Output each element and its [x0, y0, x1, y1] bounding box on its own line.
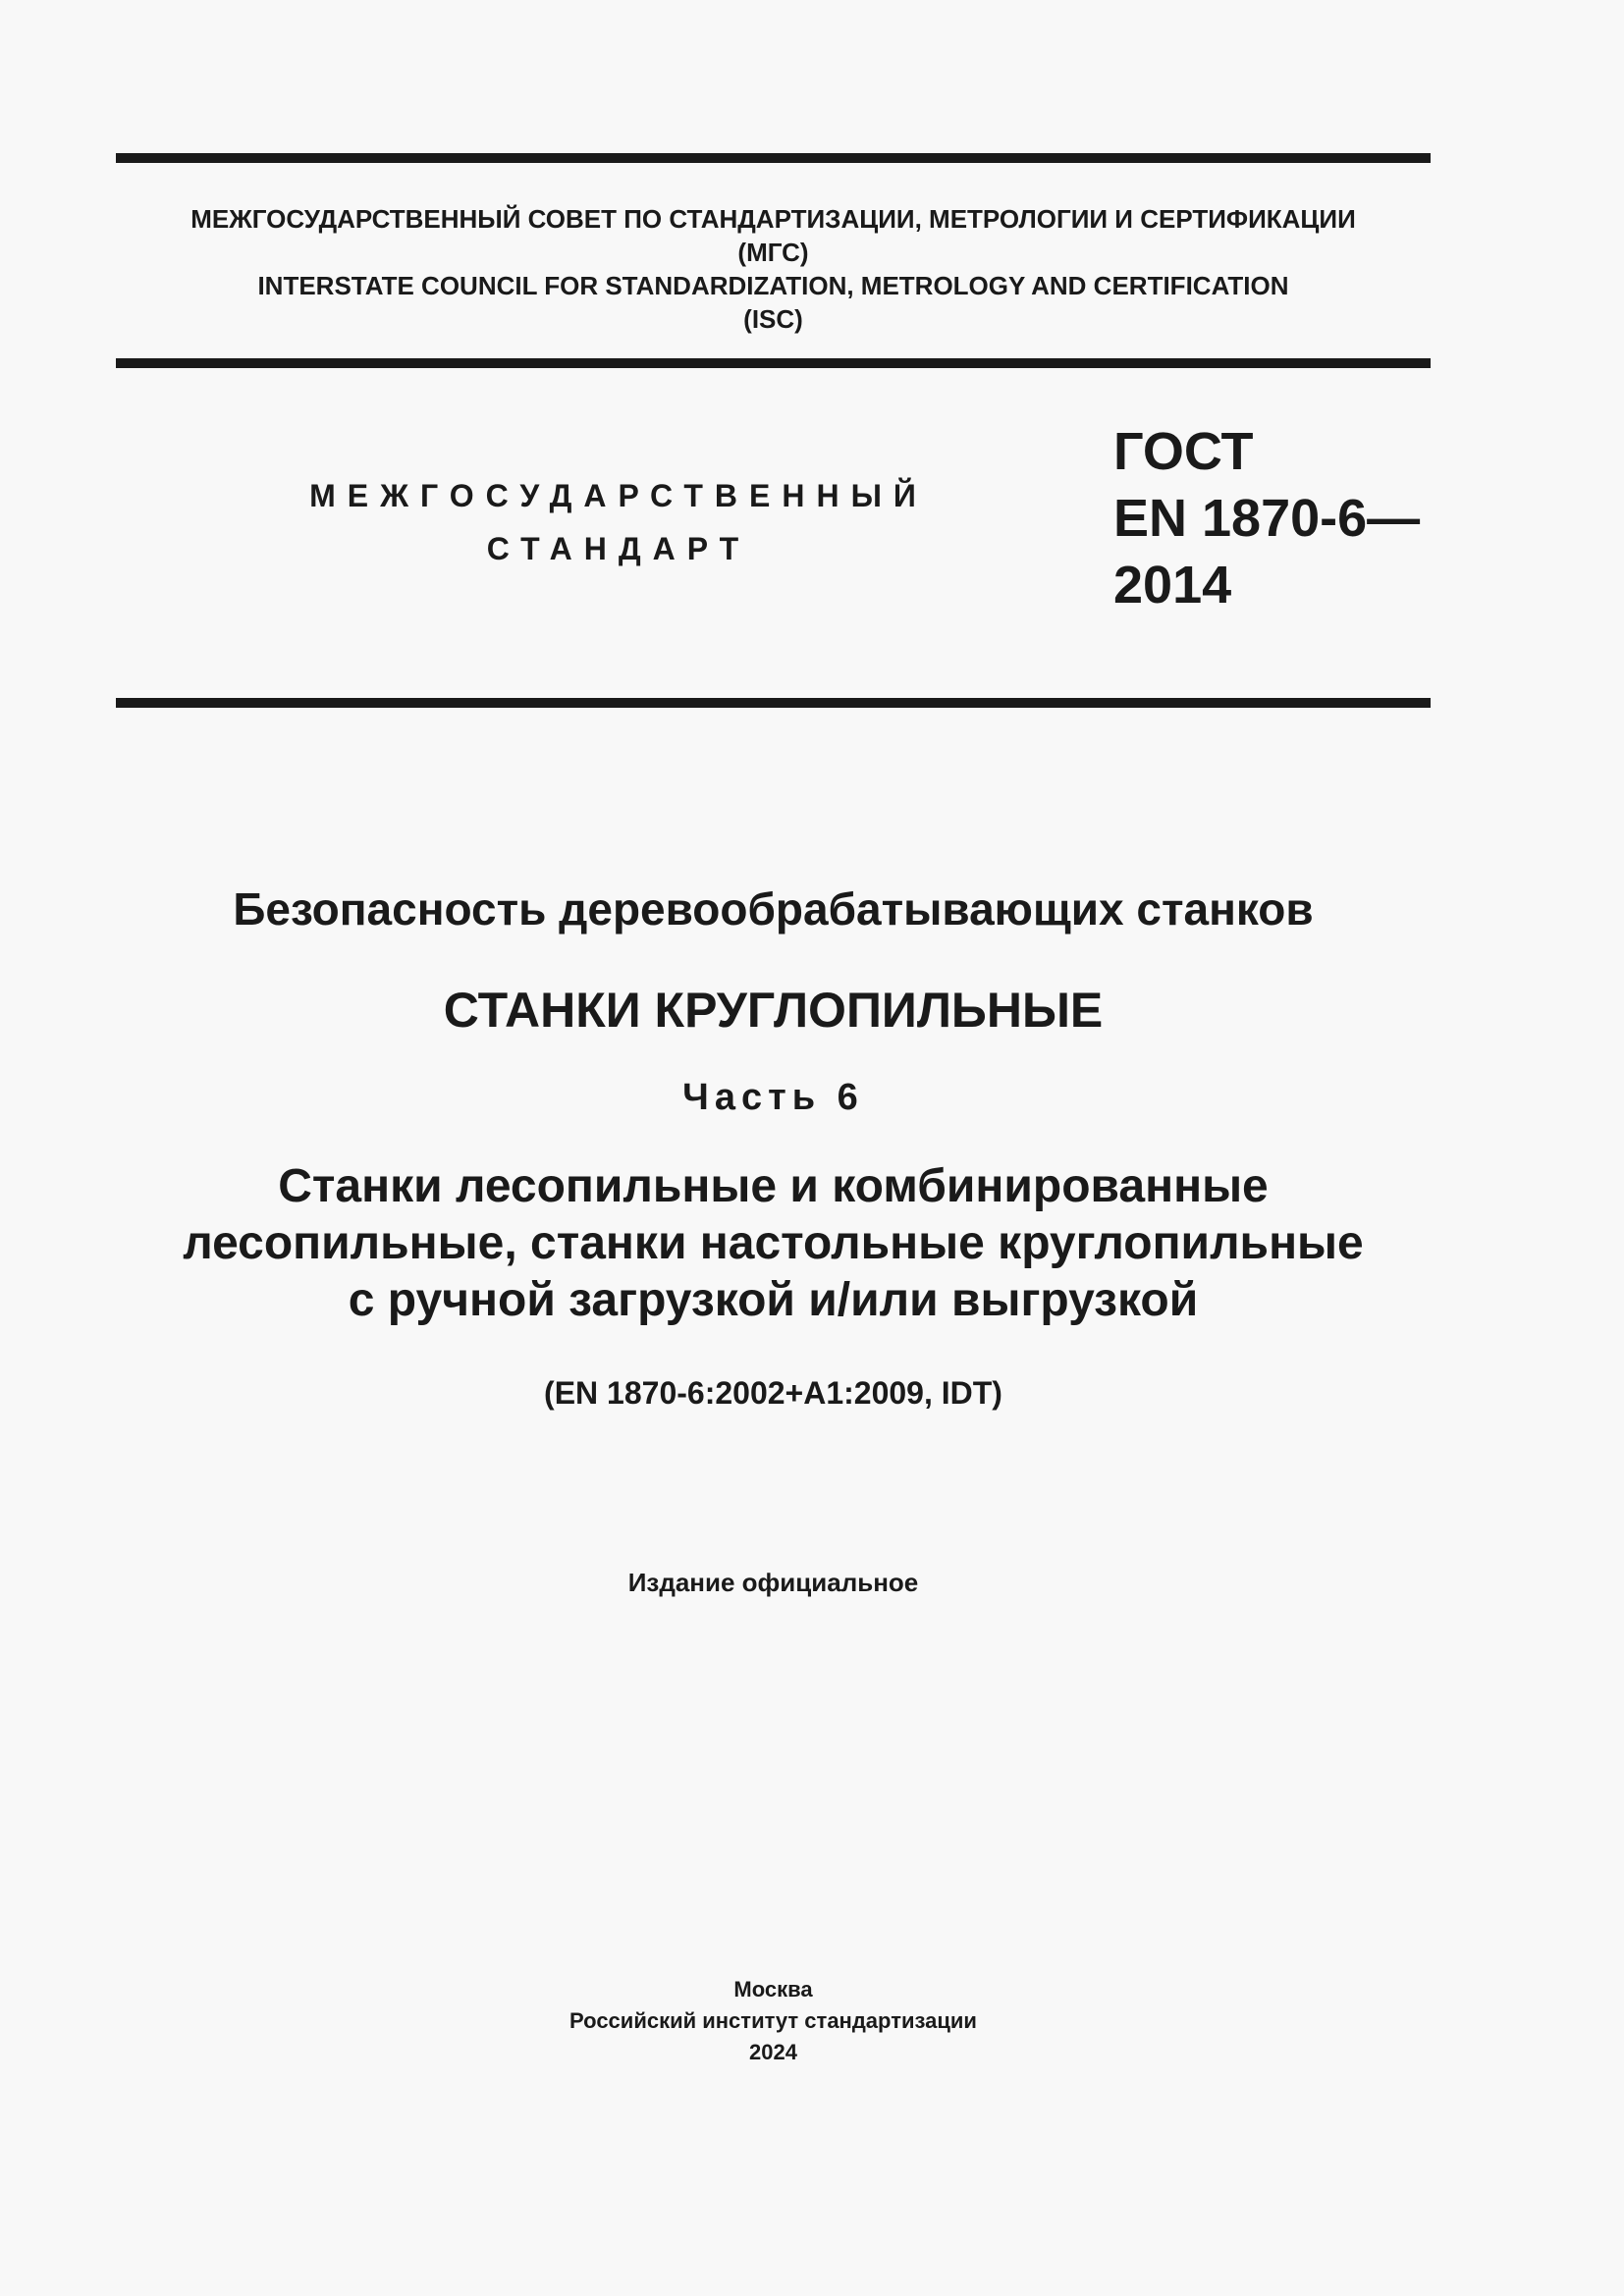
edition-note: Издание официальное — [627, 1568, 919, 1597]
council-name-en: INTERSTATE COUNCIL FOR STANDARDIZATION, METROLOGY AND CERTIFICATION — [257, 271, 1289, 300]
designation-line2: EN 1870-6— — [1113, 489, 1421, 548]
general-title: Безопасность деревообрабатывающих станков — [233, 883, 1314, 934]
standard-type-line2: СТАНДАРТ — [486, 531, 751, 566]
standard-type-line1: МЕЖГОСУДАРСТВЕННЫЙ — [309, 478, 928, 513]
en-reference: (EN 1870-6:2002+A1:2009, IDT) — [544, 1375, 1002, 1411]
imprint-city: Москва — [733, 1977, 813, 2002]
standard-designation — [1113, 418, 1420, 618]
sub-title-line2: лесопильные, станки настольные круглопильные — [183, 1217, 1364, 1269]
sub-title-line1: Станки лесопильные и комбинированные — [278, 1160, 1269, 1212]
designation-divider — [116, 698, 1431, 708]
council-header — [116, 202, 1431, 336]
designation-line3: 2014 — [1113, 556, 1232, 614]
imprint — [116, 1974, 1431, 2068]
sub-title-line3: с ручной загрузкой и/или выгрузкой — [348, 1274, 1199, 1326]
sub-title — [116, 1158, 1431, 1329]
council-name-ru: МЕЖГОСУДАРСТВЕННЫЙ СОВЕТ ПО СТАНДАРТИЗАЦИИ, МЕТРОЛОГИИ И СЕРТИФИКАЦИИ — [190, 204, 1356, 234]
part-number: Часть 6 — [682, 1077, 864, 1118]
council-abbr-en: (ISC) — [743, 304, 803, 334]
top-divider — [116, 153, 1431, 163]
main-title: СТАНКИ КРУГЛОПИЛЬНЫЕ — [443, 983, 1104, 1038]
imprint-year: 2024 — [749, 2040, 797, 2064]
designation-line1: ГОСТ — [1113, 422, 1254, 481]
council-abbr-ru: (МГС) — [737, 238, 809, 267]
imprint-publisher: Российский институт стандартизации — [569, 2008, 977, 2033]
header-divider — [116, 358, 1431, 368]
standard-type-label — [295, 469, 943, 575]
